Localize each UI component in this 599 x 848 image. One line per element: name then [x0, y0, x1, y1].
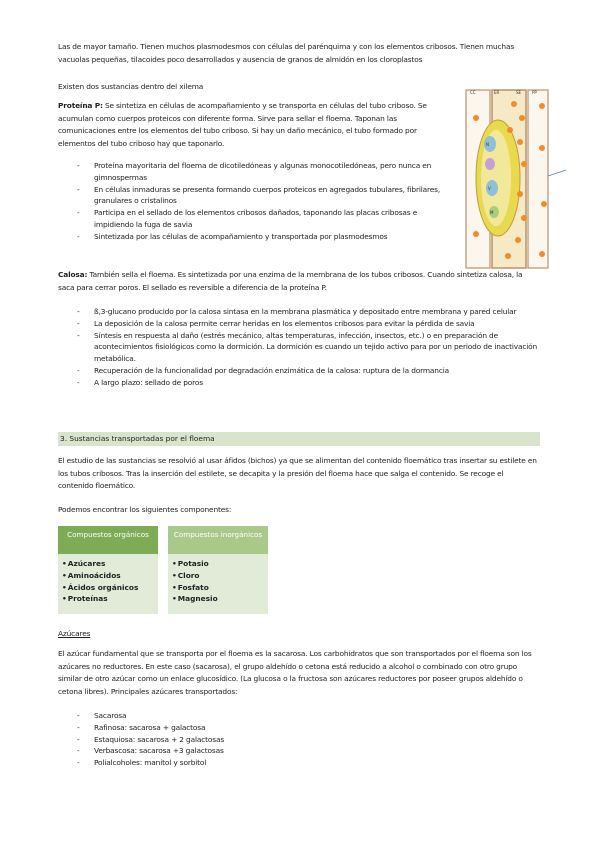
callose-list	[58, 306, 540, 389]
callose-text: También sella el floema. Es sintetizada por una enzima de la membrana de los tubos cribosos. Cuando sintetiza calosa, la saca para cerrar poros. El sellado es reversible a diferencia de la proteína P.	[58, 270, 523, 292]
inorganic-list	[168, 558, 268, 605]
sieve-tube-figure	[462, 84, 570, 274]
figure-label: N	[486, 142, 489, 147]
list-item: - Estaquiosa: sacarosa + 2 galactosas	[58, 734, 458, 746]
xylem-intro: Existen dos sustancias dentro del xilema	[58, 82, 204, 91]
section-heading: 3. Sustancias transportadas por el floema	[58, 432, 540, 446]
list-item: - Recuperación de la funcionalidad por degradación enzimática de la calosa: ruptura de la dormancia	[58, 365, 540, 377]
list-item: - Síntesis en respuesta al daño (estrés mecánico, altas temperaturas, infección, insectos, etc.) o en preparación de acontecimientos fisiológicos como la dormición. La dormición es cuando un tejido activo para por un periodo de inactivación metabólica.	[58, 330, 540, 365]
intro-paragraph: Las de mayor tamaño. Tienen muchos plasmodesmos con células del parénquima y con los elementos cribosos. Tienen muchas vacuolas pequeñas, tilacoides poco desarrollados y ausencia de granos de almidón en los cloroplastos	[58, 42, 515, 64]
protein-p-paragraph	[58, 100, 453, 150]
list-item: • Ácidos orgánicos	[62, 582, 158, 594]
figure-label: SE	[516, 90, 522, 95]
list-item: - Sintetizada por las células de acompañamiento y transportada por plasmodesmos	[58, 231, 453, 243]
list-item: - A largo plazo: sellado de poros	[58, 377, 540, 389]
sugars-list	[58, 710, 458, 769]
inorganic-compounds-box	[168, 526, 268, 614]
aphid-paragraph: El estudio de las sustancias se resolvió al usar áfidos (bichos) ya que se alimentan del contenido floemático tras insertar su estilete en los tubos cribosos. Tras la inserción del estilete, se decapita y la presión del floema hace que salga el contenido. Se recoge el contenido floemático.	[58, 456, 537, 491]
figure-label: V	[488, 186, 491, 191]
organic-compounds-box	[58, 526, 158, 614]
list-item: • Fosfato	[172, 582, 268, 594]
sugars-heading: Azúcares	[58, 629, 91, 638]
components-intro: Podemos encontrar los siguientes componentes:	[58, 505, 232, 514]
figure-label: PP	[532, 90, 537, 95]
sugars-paragraph: El azúcar fundamental que se transporta por el floema es la sacarosa. Los carbohidratos que son transportados por el floema son los azúcares no reductores. En este caso (sacarosa), el grupo aldehído o cetona está reducido a alcohol o combinado con otro grupo similar de otro azúcar como un enlace glucosídico. (La glucosa o la fructosa son azúcares reductores por poseer grupos aldehído o cetona libres). Principales azúcares transportados:	[58, 649, 532, 696]
protein-p-list	[58, 160, 453, 243]
list-item: - Rafinosa: sacarosa + galactosa	[58, 722, 458, 734]
list-item: - Participa en el sellado de los elementos cribosos dañados, taponando las placas cribosas e impidiendo la fuga de savia	[58, 207, 453, 231]
list-item: - En células inmaduras se presenta formando cuerpos proteicos en agregados tubulares, fibrilares, granulares o cristalinos	[58, 184, 453, 208]
figure-label: ER	[494, 90, 500, 95]
list-item: - Verbascosa: sacarosa +3 galactosas	[58, 745, 458, 757]
organic-list	[58, 558, 158, 605]
list-item: - Proteína mayoritaria del floema de dicotiledóneas y algunas monocotiledóneas, pero nunca en gimnospermas	[58, 160, 453, 184]
inorganic-header: Compuestos inorgánicos	[168, 526, 268, 554]
list-item: • Aminoácidos	[62, 570, 158, 582]
list-item: • Proteínas	[62, 593, 158, 605]
list-item: - La deposición de la calosa permite cerrar heridas en los elementos cribosos para evitar la pérdida de savia	[58, 318, 540, 330]
protein-p-text: Se sintetiza en células de acompañamiento y se transporta en células del tubo criboso. Se acumulan como cuerpos proteicos con diferente forma. Sirve para sellar el floema. Taponan las comunicaciones entre los elementos del tubo criboso. Si hay un daño mecánico, el tubo formado por elementos del tubo criboso hay que taponarlo.	[58, 101, 427, 148]
protein-p-label: Proteína P:	[58, 101, 103, 110]
list-item: • Azúcares	[62, 558, 158, 570]
callose-label: Calosa:	[58, 270, 88, 279]
list-item: • Magnesio	[172, 593, 268, 605]
list-item: • Cloro	[172, 570, 268, 582]
figure-label: CC	[470, 90, 476, 95]
list-item: - Polialcoholes: manitol y sorbitol	[58, 757, 458, 769]
organic-header: Compuestos orgánicos	[58, 526, 158, 554]
list-item: • Potasio	[172, 558, 268, 570]
callose-paragraph	[58, 269, 528, 294]
list-item: - ß,3-glucano producido por la calosa sintasa en la membrana plasmática y depositado entre membrana y pared celular	[58, 306, 540, 318]
list-item: - Sacarosa	[58, 710, 458, 722]
figure-label: M	[490, 210, 494, 215]
